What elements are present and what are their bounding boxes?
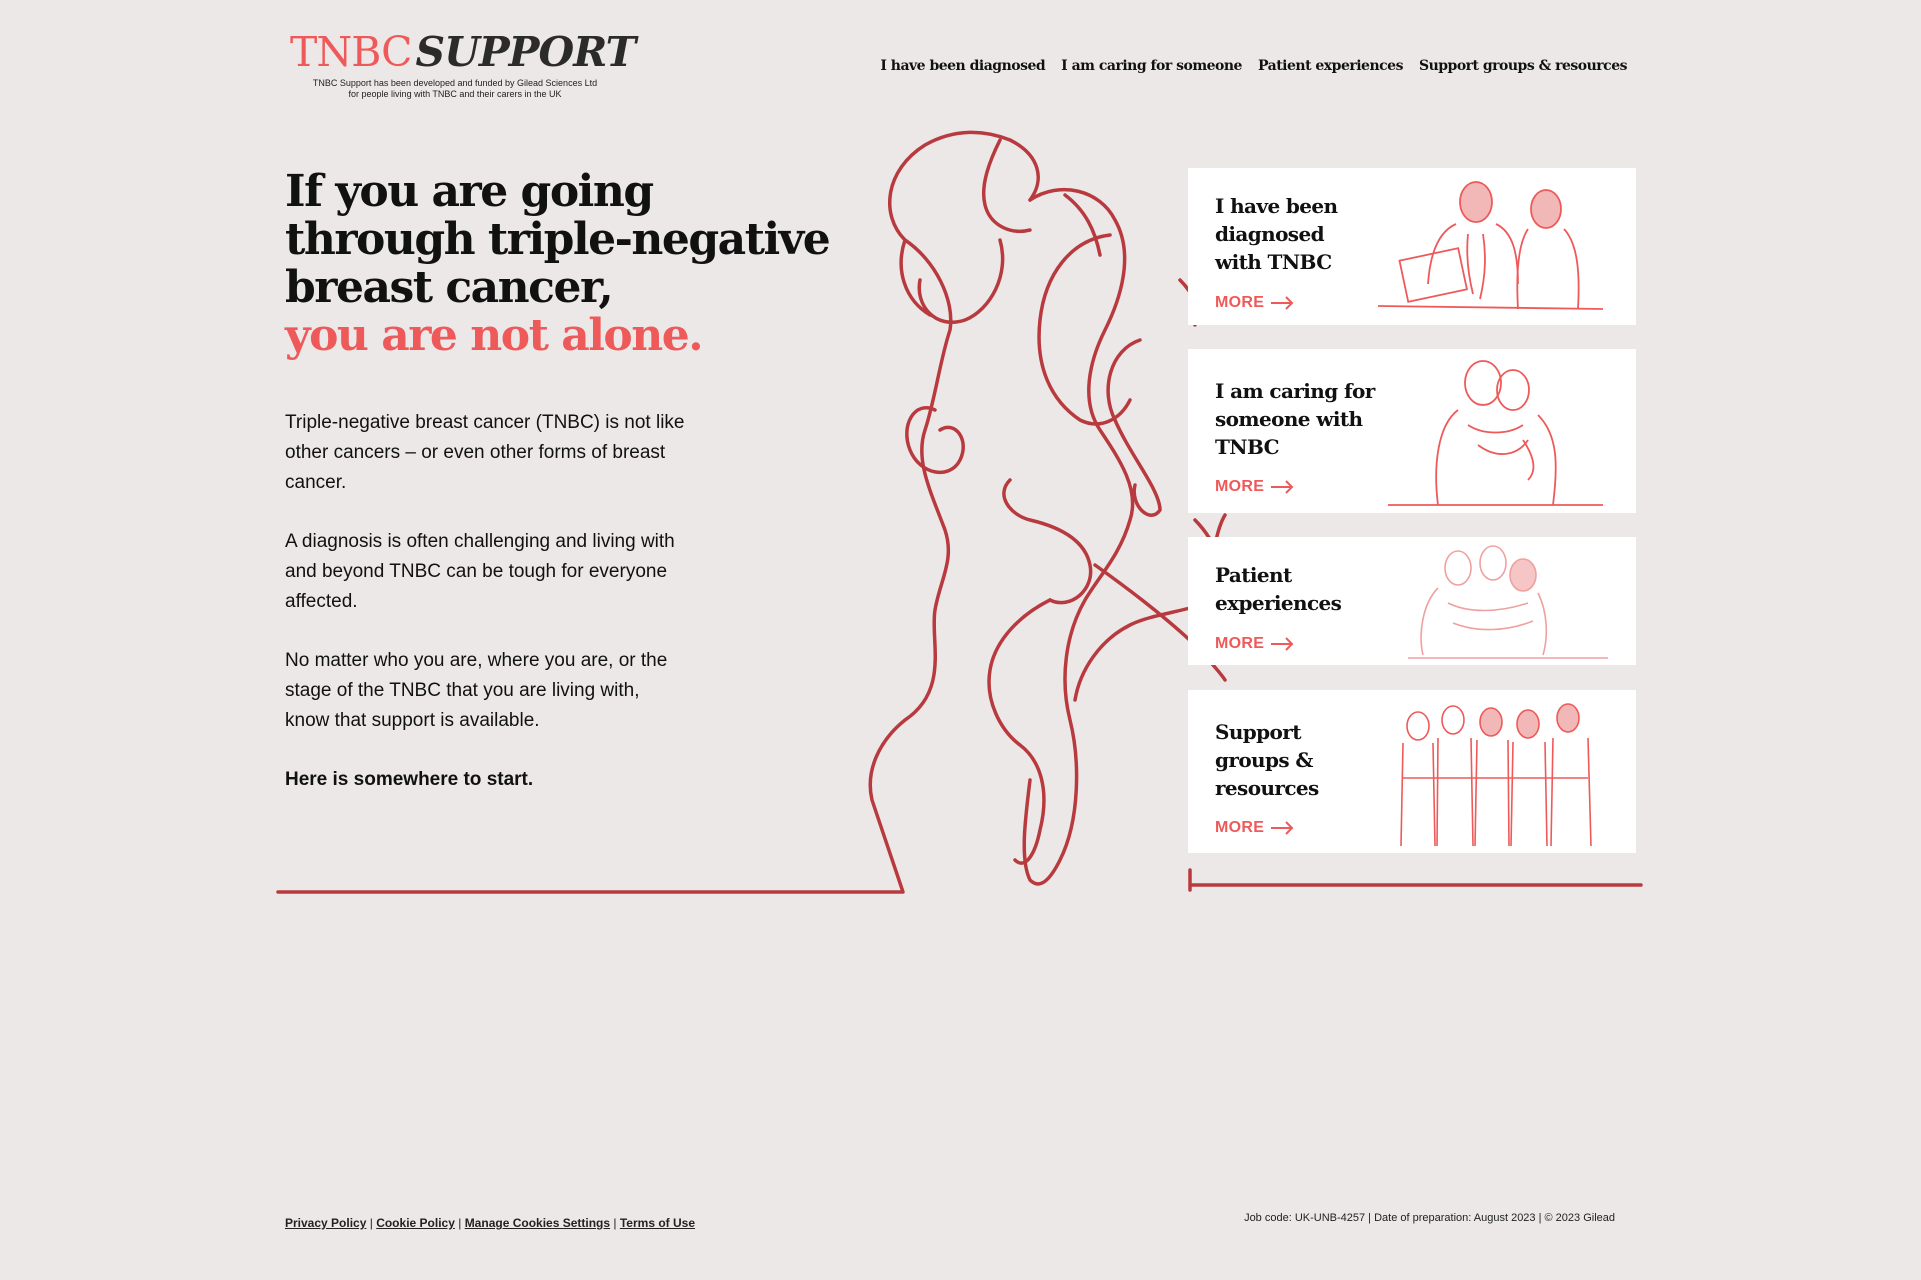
card-more-link[interactable] — [1215, 294, 1294, 312]
intro-paragraph-3: No matter who you are, where you are, or the stage of the TNBC that you are living with, know that support is available. — [285, 650, 668, 731]
hero-title-line-3: breast cancer, — [285, 262, 613, 313]
manage-cookies-link[interactable]: Manage Cookies Settings — [464, 1216, 611, 1230]
footer-links — [285, 1216, 695, 1230]
nav-item-experiences[interactable]: Patient experiences — [1257, 58, 1403, 74]
doctor-patient-illustration — [1368, 174, 1608, 319]
hero-title-line-2: through triple-negative — [285, 214, 830, 265]
more-label: MORE — [1215, 819, 1265, 836]
card-more-link[interactable] — [1215, 635, 1294, 653]
more-label: MORE — [1215, 635, 1265, 652]
arrow-right-icon — [1270, 296, 1294, 310]
card-title-line: groups & — [1215, 748, 1313, 772]
footer-separator: | — [610, 1216, 620, 1230]
card-title — [1215, 561, 1385, 617]
footer-legal-text: Job code: UK-UNB-4257 | Date of preparation: August 2023 | © 2023 Gilead — [1244, 1212, 1615, 1224]
intro-start-here: Here is somewhere to start. — [285, 769, 534, 790]
more-label: MORE — [1215, 294, 1265, 311]
hero-title-line-1: If you are going — [285, 166, 653, 217]
card-support-groups[interactable] — [1188, 690, 1636, 853]
card-title-line: I am caring for — [1215, 379, 1375, 403]
arrow-right-icon — [1270, 637, 1294, 651]
card-title — [1215, 377, 1385, 461]
footer-separator: | — [454, 1216, 465, 1230]
arrow-right-icon — [1270, 480, 1294, 494]
hero-title — [285, 168, 865, 360]
card-diagnosed[interactable] — [1188, 168, 1636, 325]
hug-illustration — [1388, 355, 1608, 510]
card-caring[interactable] — [1188, 349, 1636, 513]
intro-paragraph-1: Triple-negative breast cancer (TNBC) is not like other cancers – or even other forms of breast cancer. — [285, 412, 685, 493]
hero-title-accent: you are not alone. — [285, 310, 703, 361]
card-experiences[interactable] — [1188, 537, 1636, 665]
card-title-line: experiences — [1215, 591, 1342, 615]
terms-of-use-link[interactable]: Terms of Use — [619, 1216, 695, 1230]
support-group-illustration — [1393, 698, 1608, 848]
card-title — [1215, 718, 1385, 802]
card-more-link[interactable] — [1215, 819, 1294, 837]
privacy-policy-link[interactable]: Privacy Policy — [285, 1216, 367, 1230]
logo-subtitle-line-1: TNBC Support has been developed and funded by Gilead Sciences Ltd — [312, 78, 598, 88]
nav-item-support-groups[interactable]: Support groups & resources — [1418, 58, 1627, 74]
intro-paragraph-2: A diagnosis is often challenging and living with and beyond TNBC can be tough for everyone affected. — [285, 531, 675, 612]
intro-text — [285, 408, 685, 824]
card-title-line: TNBC — [1215, 435, 1279, 459]
card-title-line: diagnosed — [1215, 222, 1324, 246]
card-title-line: Patient — [1215, 563, 1292, 587]
footer-separator: | — [366, 1216, 377, 1230]
group-hug-illustration — [1408, 543, 1618, 661]
more-label: MORE — [1215, 478, 1265, 495]
card-title-line: I have been — [1215, 194, 1338, 218]
logo-support: SUPPORT — [415, 28, 636, 76]
card-title-line: Support — [1215, 720, 1301, 744]
nav-item-diagnosed[interactable]: I have been diagnosed — [880, 58, 1046, 74]
card-title-line: resources — [1215, 776, 1319, 800]
logo-subtitle-line-2: for people living with TNBC and their carers in the UK — [348, 89, 562, 99]
cookie-policy-link[interactable]: Cookie Policy — [376, 1216, 455, 1230]
card-title — [1215, 192, 1385, 276]
card-title-line: with TNBC — [1215, 250, 1332, 274]
card-title-line: someone with — [1215, 407, 1363, 431]
logo-tnbc: TNBC — [290, 28, 412, 76]
nav-item-caring[interactable]: I am caring for someone — [1061, 58, 1242, 74]
card-more-link[interactable] — [1215, 478, 1294, 496]
arrow-right-icon — [1270, 821, 1294, 835]
